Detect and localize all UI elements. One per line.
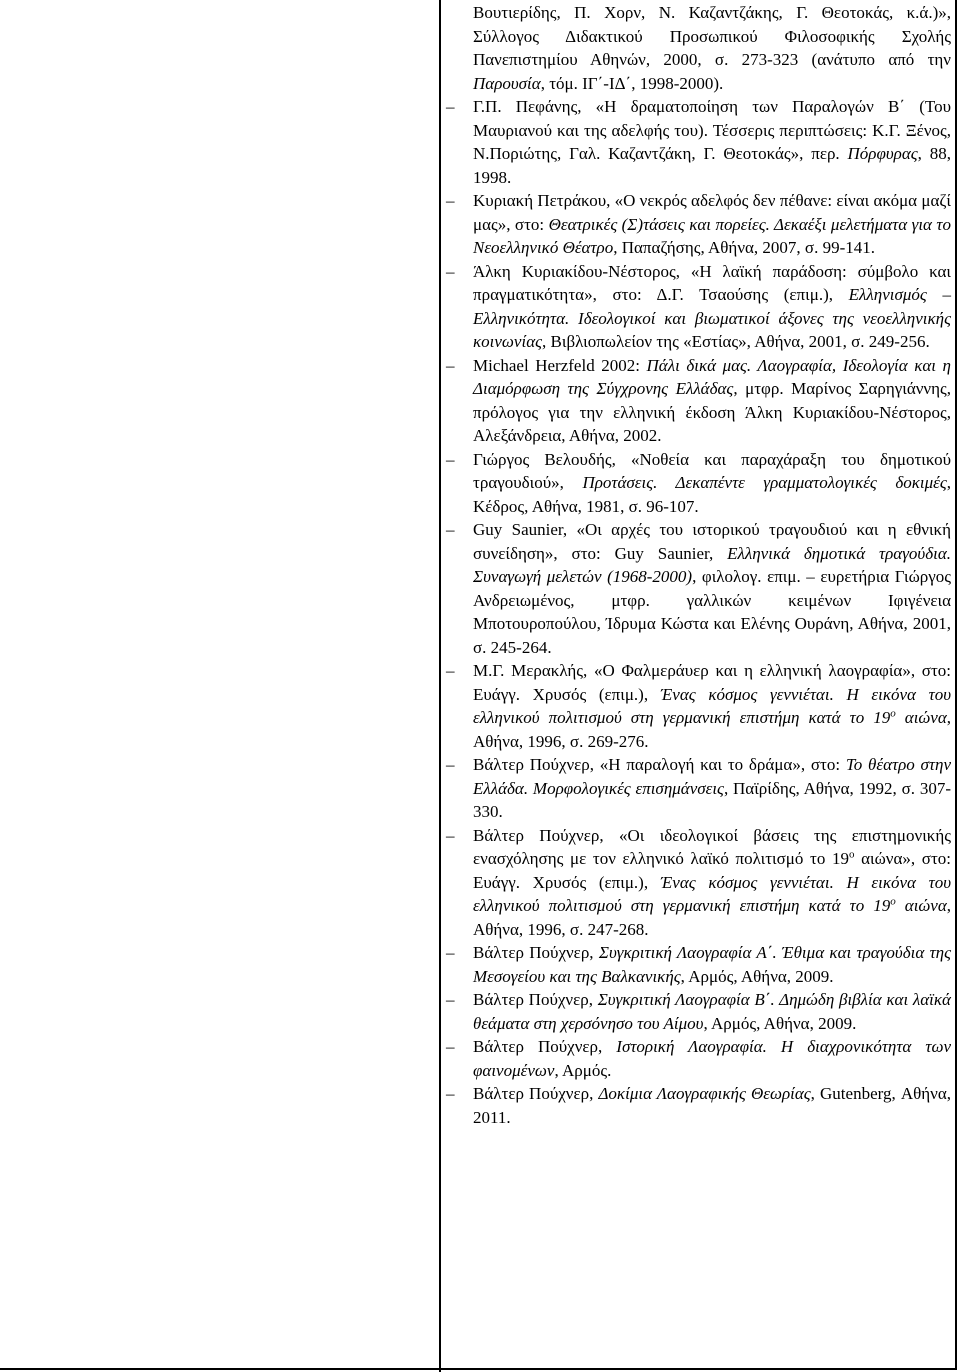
bibliography-entry (446, 354, 951, 448)
entry-text: , Αθήνα, 1996, σ. 269-276. (473, 708, 951, 751)
entry-text: , Αρμός, Αθήνα, 2009. (703, 1013, 857, 1033)
list-dash: – (446, 1084, 455, 1103)
list-dash: – (446, 1037, 455, 1056)
entry-text: , τόμ. ΙΓ΄-ΙΔ΄, 1998-2000). (540, 73, 724, 93)
list-dash: – (446, 990, 455, 1009)
bibliography-entry (473, 1, 951, 95)
list-dash: – (446, 261, 455, 281)
entry-text: , Βιβλιοπωλείον της «Εστίας», Αθήνα, 2001, σ. 249-256. (542, 332, 930, 351)
italic-title-text: Προτάσεις. Δεκαπέντε γραμματολογικές δοκιμές (582, 473, 947, 492)
entry-text: αιώνα», στο: Ευάγγ. Χρυσός (επιμ.), (473, 849, 951, 892)
bibliography-entry (446, 189, 951, 260)
bibliography-entry (446, 1082, 951, 1129)
list-dash: – (446, 755, 455, 774)
entry-text: , Gutenberg, Αθήνα, 2011. (473, 1084, 951, 1127)
entry-text: Γ.Π. Πεφάνης, «Η δραματοποίηση των Παραλογών Β΄ (Του Μαυριανού και της αδελφής του). Τέσσερις περιπτώσεις: Κ.Γ. Ξένος, Ν.Ποριώτης, Γαλ. Καζαντζάκη, Γ. Θεοτοκάς», περ. (473, 97, 951, 163)
bibliography-list (446, 1, 952, 1129)
italic-title-text: Συγκριτική Λαογραφία Β΄. Δημώδη βιβλία και λαϊκά θεάματα στη χερσόνησο του Αίμου (473, 990, 951, 1033)
italic-title-text: Πόρφυρας (847, 144, 918, 163)
italic-title-text: Συγκριτική Λαογραφία Α΄. Έθιμα και τραγούδια της Μεσογείου και της Βαλκανικής (473, 943, 951, 986)
bibliography-entry (446, 518, 951, 659)
entry-text: Γιώργος Βελουδής, «Νοθεία και παραχάραξη του δημοτικού τραγουδιού», (473, 449, 951, 492)
entry-text: Michael Herzfeld 2002: (473, 355, 647, 375)
entry-text: , μτφρ. Μαρίνος Σαρηγιάννης, πρόλογος για την ελληνική έκδοση Άλκη Κυριακίδου-Νέστορος, Αλεξάνδρεια, Αθήνα, 2002. (473, 379, 951, 445)
entry-text: Βάλτερ Πούχνερ, (473, 1037, 617, 1056)
italic-title-text: Ελληνικά δημοτικά τραγούδια. Συναγωγή μελετών (1968-2000) (473, 543, 951, 586)
entry-text: Βουτιερίδης, Π. Χορν, Ν. Καζαντζάκης, Γ. Θεοτοκάς, κ.ά.)», Σύλλογος Διδακτικού Προσωπικού Φιλοσοφικής Σχολής Πανεπιστημίου Αθηνών, 2000, σ. 273-323 (ανάτυπο από την (473, 3, 951, 69)
entry-text: Guy Saunier, «Οι αρχές του ιστορικού τραγουδιού και η εθνική συνείδηση», στο: Guy Saunier, (473, 520, 951, 563)
entry-text: Μ.Γ. Μερακλής, «Ο Φαλμεράυερ και η ελληνική λαογραφία», στο: Ευάγγ. Χρυσός (επιμ.), (473, 661, 951, 704)
bibliography-entry (446, 260, 951, 354)
list-dash: – (446, 97, 455, 116)
bibliography-entry (446, 941, 951, 988)
italic-title-text: αιώνα (895, 896, 947, 915)
entry-text: Βάλτερ Πούχνερ, (473, 990, 598, 1009)
italic-title-text: Θεατρικές (Σ)τάσεις και πορείες. Δεκαέξι μελετήματα για το Νεοελληνικό Θέατρο (473, 214, 951, 257)
bibliography-entry (446, 753, 951, 824)
list-dash: – (446, 191, 455, 210)
entry-text: , 88, 1998. (473, 144, 951, 187)
italic-title-text: Ιστορική Λαογραφία. Η διαχρονικότητα των φαινομένων (473, 1037, 952, 1080)
entry-text: Βάλτερ Πούχνερ, (473, 943, 599, 962)
bibliography-entry (446, 988, 951, 1035)
italic-title-text: Ελληνισμός – Ελληνικότητα. Ιδεολογικοί και βιωματικοί άξονες της νεοελληνικής κοινωνίας (473, 285, 951, 351)
italic-title-text: Το θέατρο στην Ελλάδα. Μορφολογικές επισημάνσεις (473, 755, 951, 798)
list-dash: – (446, 661, 455, 680)
entry-text: , φιλολογ. επιμ. – ευρετήρια Γιώργος Ανδρειωμένος, μτφρ. γαλλικών κειμένων Ιφιγένεια Μποτουροπούλου, Ίδρυμα Κώστα και Ελένης Ουράνη, Αθήνα, 2001, σ. 245-264. (473, 567, 951, 657)
italic-title-text: Παρουσία (473, 73, 541, 93)
italic-title-text: Ένας κόσμος γεννιέται. Η εικόνα του ελληνικού πολιτισμού στη γερμανική επιστήμη κατά το 19 (473, 872, 951, 915)
entry-text: , Αρμός. (554, 1060, 612, 1080)
italic-title-text: Δοκίμια Λαογραφικής Θεωρίας (598, 1084, 811, 1103)
entry-text: , Παϊρίδης, Αθήνα, 1992, σ. 307-330. (473, 778, 951, 821)
entry-text: , Παπαζήσης, Αθήνα, 2007, σ. 99-141. (613, 238, 875, 257)
list-dash: – (446, 825, 455, 845)
list-dash: – (446, 355, 455, 375)
list-dash: – (446, 520, 455, 539)
italic-title-text: αιώνα (895, 708, 947, 727)
entry-text: , Αρμός, Αθήνα, 2009. (680, 966, 834, 986)
entry-text: ο (849, 848, 855, 861)
italic-title-text: Πάλι δικά μας. Λαογραφία, Ιδεολογία και η Διαμόρφωση της Σύγχρονης Ελλάδας (473, 355, 951, 398)
italic-title-text: Ένας κόσμος γεννιέται. Η εικόνα του ελληνικού πολιτισμού στη γερμανική επιστήμη κατά το 19 (473, 684, 951, 727)
bibliography-entry (446, 95, 951, 189)
list-dash: – (446, 449, 455, 469)
italic-title-text: ο (890, 895, 896, 908)
bibliography-entry (446, 448, 951, 519)
bibliography-entry (446, 1035, 952, 1082)
list-dash: – (446, 943, 455, 962)
italic-title-text: ο (890, 707, 896, 720)
bibliography-entry (446, 824, 951, 942)
entry-text: , Κέδρος, Αθήνα, 1981, σ. 96-107. (473, 473, 951, 516)
entry-text: Κυριακή Πετράκου, «Ο νεκρός αδελφός δεν πέθανε: είναι ακόμα μαζί μας», στο: (473, 191, 951, 234)
entry-text: Βάλτερ Πούχνερ, (473, 1084, 599, 1103)
bibliography-entry (446, 659, 951, 753)
entry-text: Βάλτερ Πούχνερ, «Η παραλογή και το δράμα», στο: (473, 755, 846, 774)
entry-text: Βάλτερ Πούχνερ, «Οι ιδεολογικοί βάσεις της επιστημονικής ενασχόλησης με τον ελληνικό λαϊκό πολιτισμό το 19 (473, 825, 951, 868)
column-divider (439, 0, 441, 1372)
entry-text: , Αθήνα, 1996, σ. 247-268. (473, 896, 951, 939)
entry-text: Άλκη Κυριακίδου-Νέστορος, «Η λαϊκή παράδοση: σύμβολο και πραγματικότητα», στο: Δ.Γ. Τσαούσης (επιμ.), (473, 261, 951, 304)
